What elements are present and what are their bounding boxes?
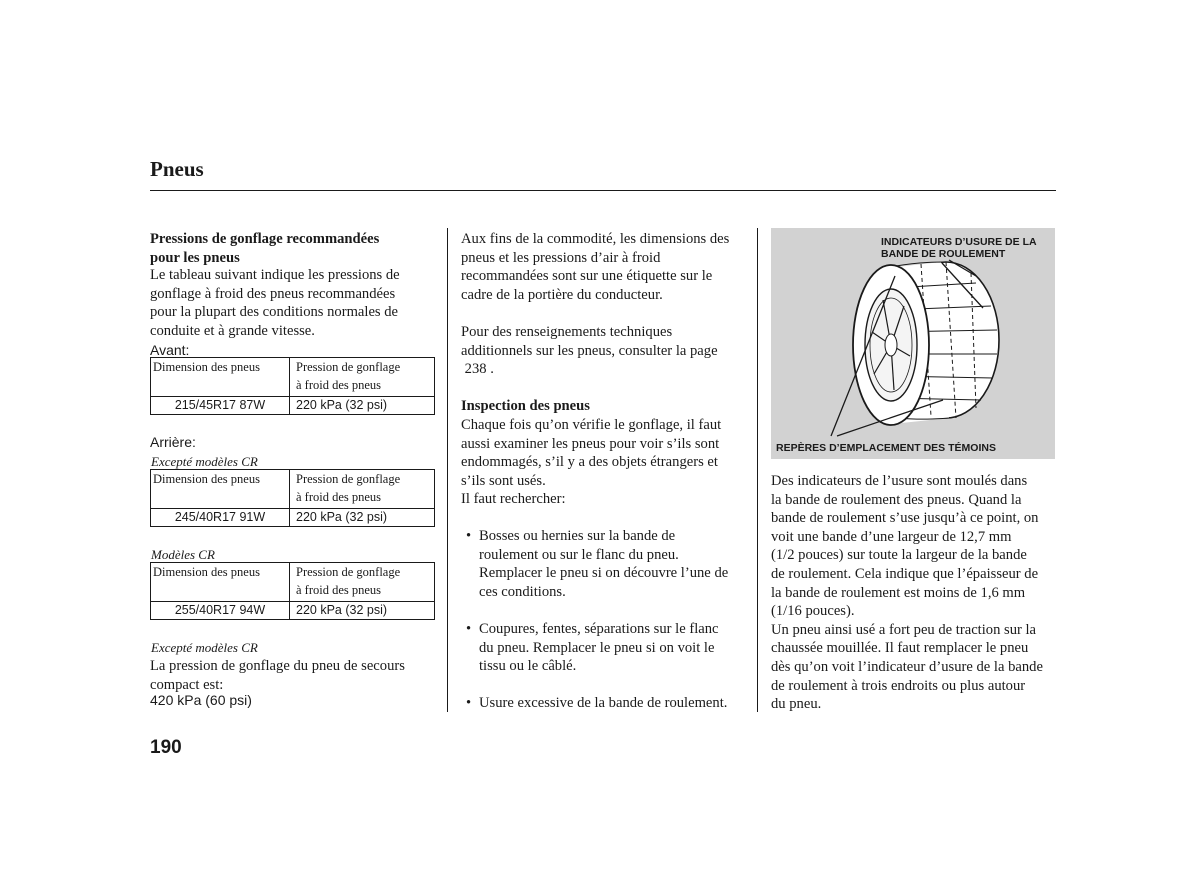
technical-info-paragraph: Pour des renseignements techniques additionnels sur les pneus, consulter la page 238 .	[461, 324, 718, 378]
header-size: Dimension des pneus	[151, 563, 290, 602]
header-size: Dimension des pneus	[151, 358, 290, 397]
bullet-item-cuts: Coupures, fentes, séparations sur le flanc du pneu. Remplacer le pneu si on voit le tissu ou le câblé.	[479, 621, 719, 675]
page-reference: 238 .	[461, 361, 494, 378]
table-header-row	[151, 470, 435, 509]
spare-pressure-value: 420 kPa (60 psi)	[150, 692, 252, 708]
table-row	[151, 509, 435, 527]
header-pressure: Pression de gonflage à froid des pneus	[290, 358, 435, 397]
rear-pressure-table-cr	[150, 562, 435, 620]
tire-size: 255/40R17 94W	[151, 602, 290, 620]
page-number: 190	[150, 737, 182, 758]
inspection-paragraph: Chaque fois qu’on vérifie le gonflage, il faut aussi examiner les pneus pour voir s’ils sont endommagés, s’il y a des objets étrangers et s’ils sont usés. Il faut rechercher:	[461, 417, 722, 508]
header-size: Dimension des pneus	[151, 470, 290, 509]
bullet-item-wear: Usure excessive de la bande de roulement.	[479, 695, 728, 711]
front-label: Avant:	[150, 342, 190, 358]
qualifier-except-cr: Excepté modèles CR	[151, 454, 258, 469]
figure-label-wear-indicators: INDICATEURS D’USURE DE LA BANDE DE ROULEMENT	[881, 236, 1037, 260]
column-divider-1	[447, 228, 448, 712]
table-header-row	[151, 358, 435, 397]
header-pressure: Pression de gonflage à froid des pneus	[290, 563, 435, 602]
intro-paragraph: Le tableau suivant indique les pressions de gonflage à froid des pneus recommandées pour la plupart des conditions normales de conduite et à grande vitesse.	[150, 267, 400, 339]
spare-paragraph: La pression de gonflage du pneu de secours compact est:	[150, 658, 405, 693]
bullet-marker: •	[466, 695, 472, 711]
tire-wear-indicator-figure	[771, 228, 1055, 459]
tire-pressure: 220 kPa (32 psi)	[290, 397, 435, 415]
bullet-item-bulges: Bosses ou hernies sur la bande de roulement ou sur le flanc du pneu. Remplacer le pneu si on découvre l’une de ces conditions.	[479, 528, 729, 600]
tire-pressure: 220 kPa (32 psi)	[290, 509, 435, 527]
wear-indicator-paragraph: Des indicateurs de l’usure sont moulés dans la bande de roulement des pneus. Quand la bande de roulement s’use jusqu’à ce point, on voit une bande d’une largeur de 12,7 mm (1/2 pouces) sur toute la largeur de la bande de roulement. Cela indique que l’épaisseur de la bande de roulement est moins de 1,6 mm (1/16 pouces). Un pneu ainsi usé a fort peu de traction sur la chaussée mouillée. Il faut remplacer le pneu dès qu’on voit l’indicateur d’usure de la bande de roulement à trois endroits ou plus autour du pneu.	[771, 473, 1043, 713]
figure-label-indicator-markers: REPÈRES D’EMPLACEMENT DES TÉMOINS	[776, 442, 996, 454]
table-header-row	[151, 563, 435, 602]
page-title: Pneus	[150, 157, 204, 181]
rear-label: Arrière:	[150, 434, 196, 450]
tire-size: 215/45R17 87W	[151, 397, 290, 415]
tire-size: 245/40R17 91W	[151, 509, 290, 527]
label-location-paragraph: Aux fins de la commodité, les dimensions des pneus et les pressions d’air à froid recommandées sont sur une étiquette sur le cadre de la portière du conducteur.	[461, 231, 730, 303]
section-heading-pressures: Pressions de gonflage recommandées pour les pneus	[150, 231, 380, 266]
qualifier-cr-models: Modèles CR	[151, 547, 215, 562]
tire-pressure: 220 kPa (32 psi)	[290, 602, 435, 620]
table-row	[151, 602, 435, 620]
tire-illustration-icon	[771, 228, 1055, 459]
header-pressure: Pression de gonflage à froid des pneus	[290, 470, 435, 509]
bullet-marker: •	[466, 528, 472, 544]
title-rule	[150, 190, 1056, 191]
section-heading-inspection: Inspection des pneus	[461, 398, 590, 414]
bullet-marker: •	[466, 621, 472, 637]
table-row	[151, 397, 435, 415]
qualifier-spare: Excepté modèles CR	[151, 640, 258, 655]
front-pressure-table	[150, 357, 435, 415]
rear-pressure-table-except-cr	[150, 469, 435, 527]
column-divider-2	[757, 228, 758, 712]
